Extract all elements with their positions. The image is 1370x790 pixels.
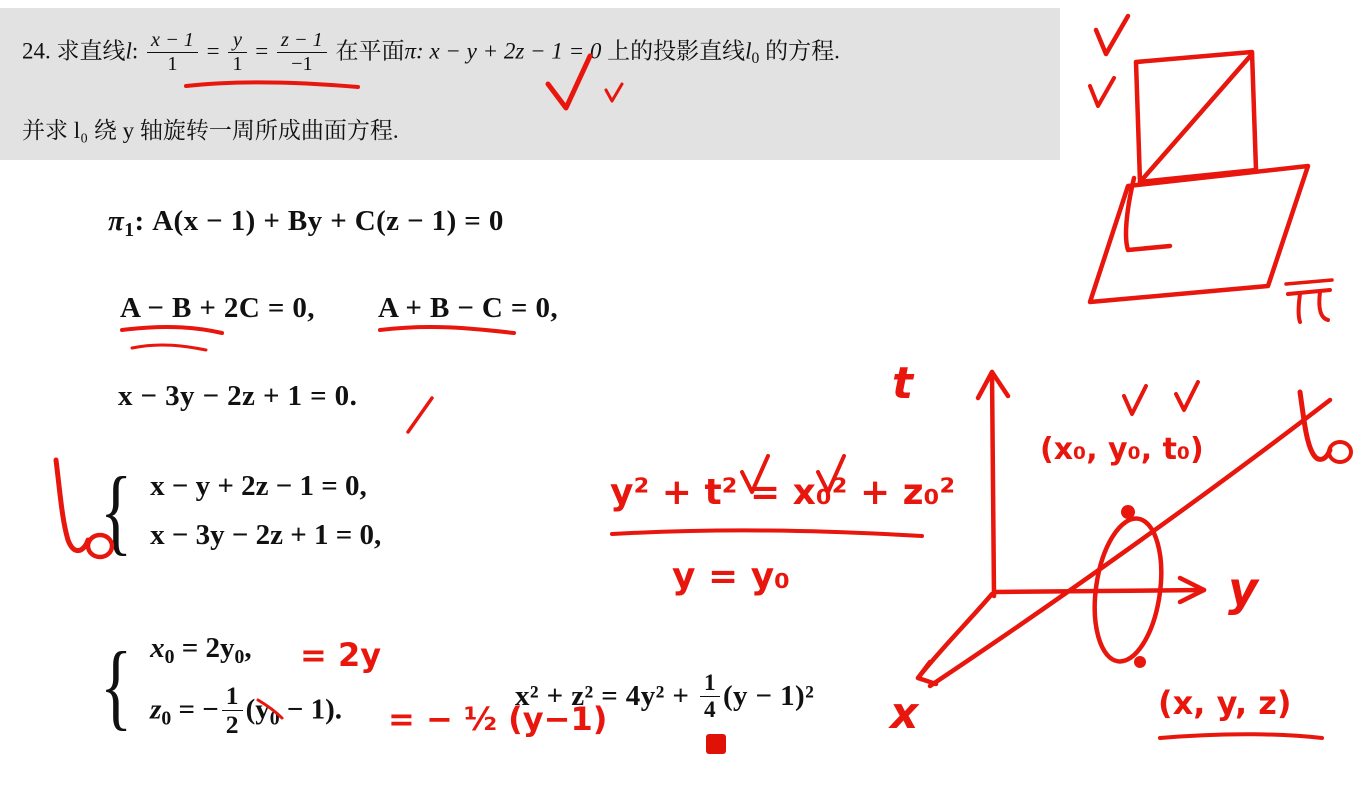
rotation-equation-2: y = y₀ — [672, 556, 790, 597]
equals-2: = — [255, 38, 269, 64]
solution-surface-equation — [515, 672, 814, 725]
problem-statement-banner — [0, 8, 1060, 160]
projection-line-symbol: l — [745, 38, 752, 64]
solution-line-system — [100, 456, 382, 564]
rotation-equation-1: y² + t² = x₀² + z₀² — [610, 472, 956, 513]
problem-number: 24. — [22, 38, 51, 64]
plane-symbol-pi: π — [404, 38, 417, 64]
point-label-lower: (x, y, z) — [1158, 684, 1292, 722]
axis-label-t: t — [892, 358, 914, 409]
point-label-upper: (x₀, y₀, t₀) — [1040, 432, 1204, 467]
param-equation-2: $z_0$ = − $\frac{1}{2}$ $(y_0 - 1)$. — [150, 680, 343, 740]
line-system-equation-1: x − y + 2z − 1 = 0, — [150, 470, 367, 502]
problem-line-1 — [22, 30, 840, 76]
plane-family-equation: : A(x − 1) + By + C(z − 1) = 0 — [134, 205, 504, 237]
axis-label-x: x — [890, 688, 919, 739]
problem-text-pre: 求直线 — [56, 38, 126, 64]
left-brace-2: { — [100, 632, 133, 740]
param-note-1: = 2y — [300, 636, 382, 674]
param-equation-1: $x_0 = 2y_0$, — [150, 632, 252, 668]
problem-text-post: 上的投影直线 — [607, 38, 746, 64]
fraction-z-minus-1-over-minus-1: $\frac{z - 1}{-1}$ — [277, 29, 327, 75]
solution-plane-2: x − 3y − 2z + 1 = 0. — [118, 380, 358, 412]
equals-1: = — [206, 38, 220, 64]
surface-equation-tail: (y − 1)² — [722, 680, 815, 713]
solution-plane-family — [108, 205, 504, 242]
problem-line-2: 并求 l₀ 绕 y 轴旋转一周所成曲面方程. — [22, 118, 399, 143]
fraction-one-half: $\frac{1}{2}$ — [222, 682, 243, 740]
problem-text-end: 的方程. — [765, 38, 840, 64]
fraction-y-over-1: $\frac{y}{1}$ — [228, 29, 246, 75]
page-bottom-strip — [0, 778, 1370, 790]
axis-label-y: y — [1228, 562, 1258, 616]
fraction-one-quarter: $\frac{1}{4}$ — [700, 670, 720, 723]
plane-equation: : x − y + 2z − 1 = 0 — [416, 38, 602, 64]
line-symbol-l: l — [125, 38, 132, 64]
solution-condition-2: A + B − C = 0, — [378, 292, 559, 324]
left-brace-1: { — [100, 456, 133, 564]
problem-colon: : — [131, 38, 139, 64]
pi-subscript: 1 — [124, 218, 135, 241]
solution-parameter-system — [100, 632, 342, 741]
param-note-2: = − ½ (y−1) — [388, 700, 608, 738]
surface-equation-main: x² + z² = 4y² + — [515, 680, 697, 713]
red-square-marker — [706, 734, 726, 754]
projection-line-subscript: 0 — [751, 50, 760, 68]
solution-condition-1: A − B + 2C = 0, — [120, 292, 315, 324]
line-system-equation-2: x − 3y − 2z + 1 = 0, — [150, 519, 382, 551]
pi-symbol: π — [108, 205, 125, 237]
problem-text-mid: 在平面 — [335, 38, 405, 64]
fraction-x-minus-1-over-1: $\frac{x - 1}{1}$ — [147, 29, 198, 75]
